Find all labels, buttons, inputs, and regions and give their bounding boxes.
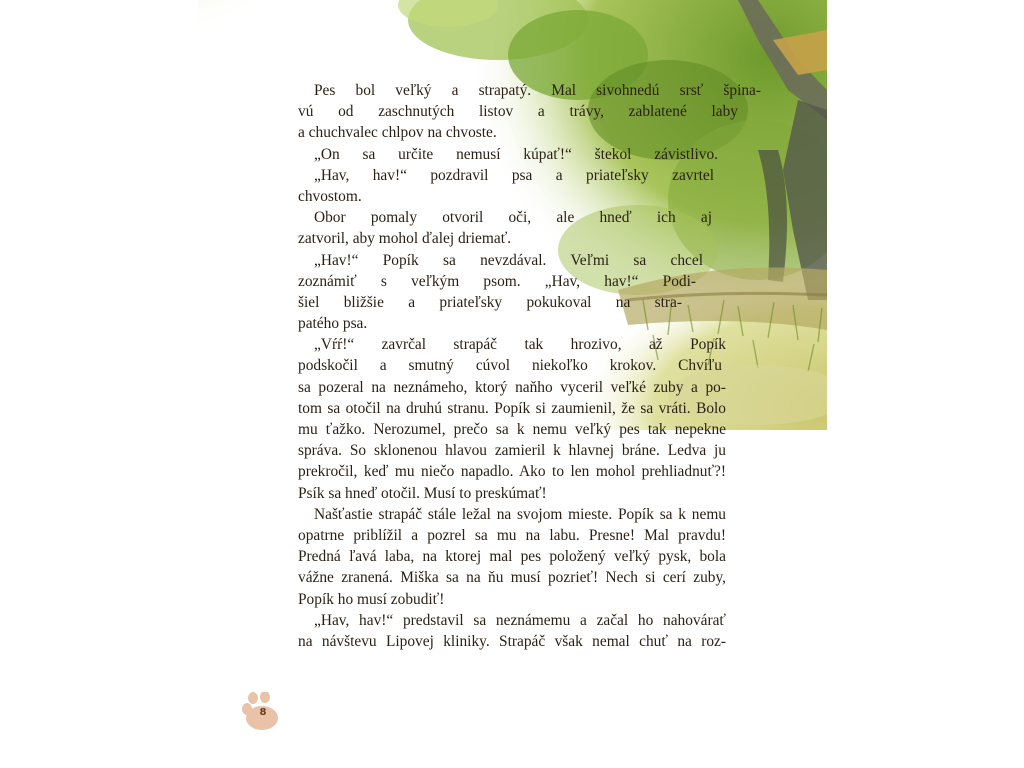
text-line: prekročil, keď mu niečo napadlo. Ako to len mohol prehliadnuť?! [298,463,726,481]
book-page [198,0,827,768]
text-line: „Hav!“ Popík sa nevzdával. Veľmi sa chcel [314,251,703,269]
text-line: Pes bol veľký a strapatý. Mal sivohnedú srsť špina- [314,82,761,99]
text-line: „Vŕŕ!“ zavrčal strapáč tak hrozivo, až Popík [314,336,726,354]
text-line: „Hav, hav!“ pozdravil psa a priateľsky zavrtel [314,166,714,184]
text-line: opatrne priblížil a pozrel sa mu na labu. Presne! Mal pravdu! [298,526,726,544]
text-line: šiel bližšie a priateľsky pokukoval na stra- [298,293,682,311]
text-line: zoznámiť s veľkým psom. „Hav, hav!“ Podi- [298,272,696,290]
text-line: Obor pomaly otvoril oči, ale hneď ich aj [314,209,712,227]
text-line: „On sa určite nemusí kúpať!“ štekol závistlivo. [314,145,718,163]
text-line: podskočil a smutný cúvol niekoľko krokov. Chvíľu [298,357,722,375]
text-line: na návštevu Lipovej kliniky. Strapáč však nemal chuť na roz- [298,632,726,650]
text-line: mu ťažko. Nerozumel, prečo sa k nemu veľký pes tak nepekne [298,421,726,438]
text-line: Psík sa hneď otočil. Musí to preskúmať! [298,484,547,502]
text-line: chvostom. [298,187,362,205]
page-number-badge [240,692,282,732]
text-line: Našťastie strapáč stále ležal na svojom mieste. Popík sa k nemu [314,505,726,523]
text-line: Predná ľavá laba, na ktorej mal pes položený veľký pysk, bola [298,548,726,566]
text-line: patého psa. [298,315,368,333]
text-line: „Hav, hav!“ predstavil sa neznámemu a začal ho nahovárať [314,611,726,629]
text-line: sa pozeral na neznámeho, ktorý naňho vyceril veľké zuby a po- [298,378,726,396]
text-line: vú od zaschnutých listov a trávy, zablatené laby [298,103,738,121]
text-line: Popík ho musí zobudiť! [298,590,445,608]
text-line: zatvoril, aby mohol ďalej driemať. [298,230,512,248]
story-text [298,80,827,652]
text-line: vážne zranená. Miška sa na ňu musí pozrieť! Nech si cerí zuby, [298,569,726,587]
page-number: 8 [259,707,267,718]
text-line: tom sa otočil na druhú stranu. Popík si zaumienil, že sa vráti. Bolo [298,399,726,417]
text-line: a chuchvalec chlpov na chvoste. [298,124,497,142]
text-line: správa. So sklonenou hlavou zamieril k hlavnej bráne. Ledva ju [298,442,726,460]
